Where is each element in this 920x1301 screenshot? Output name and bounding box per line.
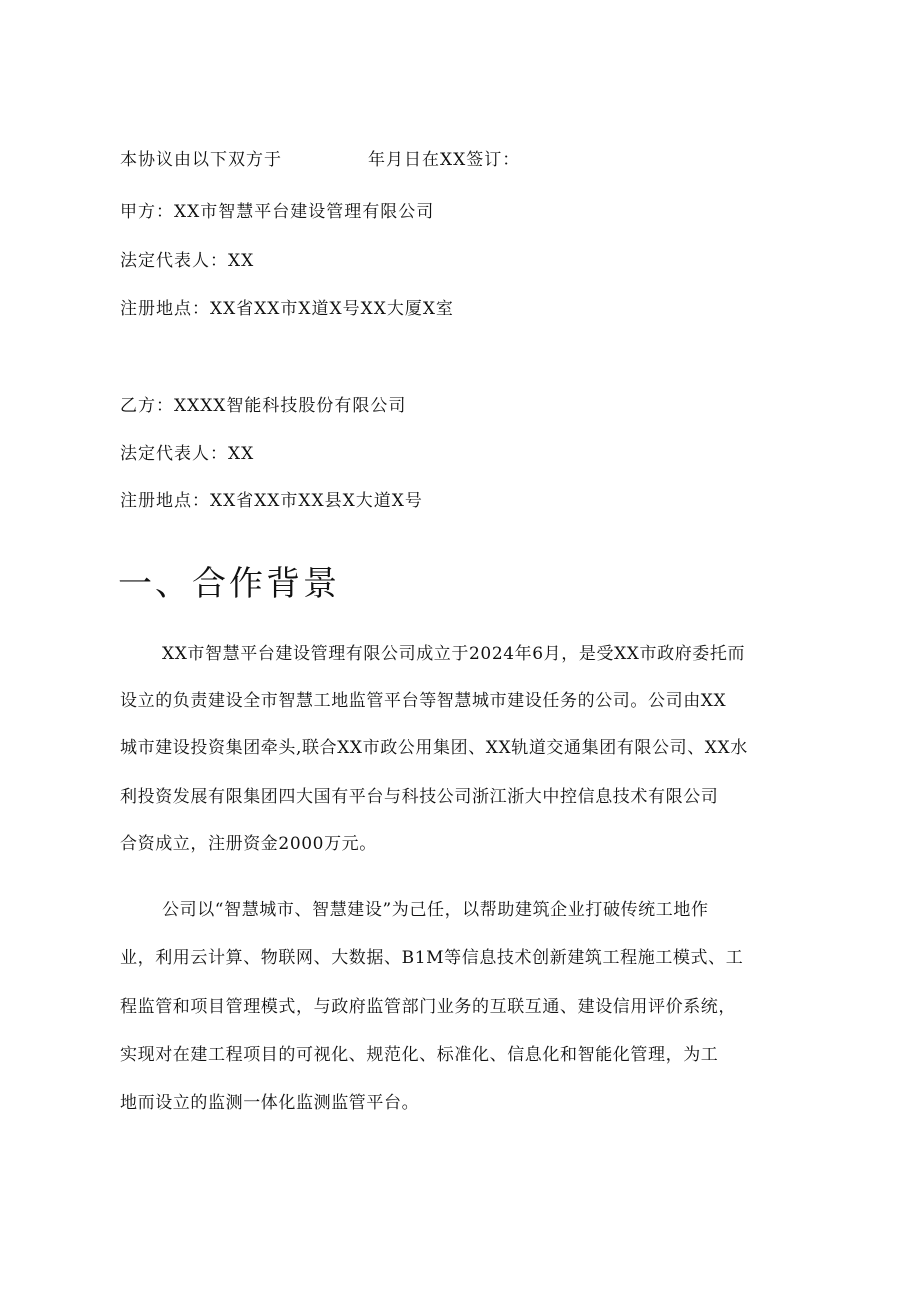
paragraph1-line: 设立的负责建设全市智慧工地监管平台等智慧城市建设任务的公司。公司由XX xyxy=(120,691,727,711)
intro-text-part1: 本协议由以下双方于 xyxy=(120,150,282,170)
party-a-representative: 法定代表人：XX xyxy=(120,251,255,271)
paragraph1-line: 利投资发展有限集团四大国有平台与科技公司浙江浙大中控信息技术有限公司 xyxy=(120,787,719,807)
intro-text-part2: 年月日在XX签订： xyxy=(368,150,521,170)
intro-line xyxy=(120,148,520,172)
paragraph2-line: 地而设立的监测一体化监测监管平台。 xyxy=(120,1093,420,1113)
section-heading: 一、合作背景 xyxy=(118,564,340,604)
paragraph1-line: 城市建设投资集团牵头,联合XX市政公用集团、XX轨道交通集团有限公司、XX水 xyxy=(120,738,748,758)
party-a-name: 甲方：XX市智慧平台建设管理有限公司 xyxy=(120,202,435,222)
party-b-name: 乙方：XXXX智能科技股份有限公司 xyxy=(120,396,407,416)
party-b-representative: 法定代表人：XX xyxy=(120,444,255,464)
party-b-address: 注册地点：XX省XX市XX县X大道X号 xyxy=(120,491,423,511)
paragraph2-line: 公司以“智慧城市、智慧建设”为己任，以帮助建筑企业打破传统工地作 xyxy=(162,900,709,920)
paragraph2-line: 业，利用云计算、物联网、大数据、B1M等信息技术创新建筑工程施工模式、工 xyxy=(120,948,744,968)
paragraph1-line: 合资成立，注册资金2000万元。 xyxy=(120,834,377,854)
paragraph2-line: 实现对在建工程项目的可视化、规范化、标准化、信息化和智能化管理，为工 xyxy=(120,1045,719,1065)
paragraph1-line: XX市智慧平台建设管理有限公司成立于2024年6月，是受XX市政府委托而 xyxy=(162,644,746,664)
party-a-address: 注册地点：XX省XX市X道X号XX大厦X室 xyxy=(120,299,454,319)
paragraph2-line: 程监管和项目管理模式，与政府监管部门业务的互联互通、建设信用评价系统， xyxy=(120,997,736,1017)
